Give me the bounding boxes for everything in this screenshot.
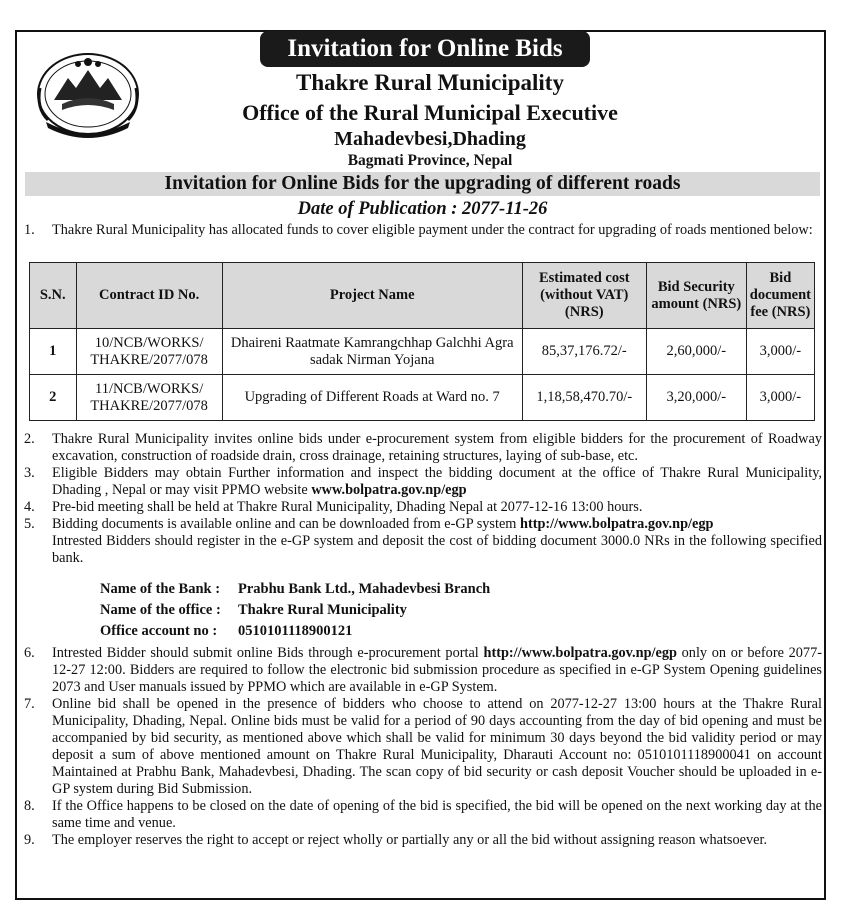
clause-6	[24, 645, 822, 696]
clause-text: Eligible Bidders may obtain Further information and inspect the bidding document at the office of Thakre Rural Municipality, Dhading , Nepal or may visit PPMO website	[52, 465, 822, 498]
office-name-row	[100, 602, 407, 619]
egp-system-link[interactable]: http://www.bolpatra.gov.np/egp	[520, 516, 714, 532]
cell-contract-id: 11/NCB/WORKS/ THAKRE/2077/078	[76, 375, 222, 421]
cell-document-fee: 3,000/-	[746, 375, 814, 421]
clause-number: 4.	[24, 499, 35, 515]
clause-text-continued: only on or before 2077-12-27 12:00. Bidders are required to follow the electronic bid submission procedure as specified in e-GP System Opening guidelines 2073 and User manuals issued by PPMO which are available in e-GP System.	[52, 645, 822, 695]
header-bid-security: Bid Security amount (NRS)	[646, 263, 746, 329]
clause-number: 1.	[24, 222, 35, 238]
office-location: Mahadevbesi,Dhading	[334, 128, 526, 150]
bank-name-row	[100, 581, 490, 598]
publication-date: Date of Publication : 2077-11-26	[297, 199, 548, 219]
cell-contract-id: 10/NCB/WORKS/ THAKRE/2077/078	[76, 329, 222, 375]
clause-number: 5.	[24, 516, 35, 532]
clause-number: 8.	[24, 798, 35, 814]
header-project-name: Project Name	[222, 263, 522, 329]
clause-text: Thakre Rural Municipality has allocated funds to cover eligible payment under the contract for upgrading of roads mentioned below:	[52, 222, 813, 238]
header-sn: S.N.	[30, 263, 77, 329]
notice-subject: Invitation for Online Bids for the upgrading of different roads	[25, 172, 820, 196]
province-name: Bagmati Province, Nepal	[347, 152, 513, 169]
account-number-label: Office account no :	[100, 623, 218, 639]
account-number-row	[100, 623, 352, 640]
bank-name-label: Name of the Bank :	[100, 581, 221, 597]
cell-project-name: Upgrading of Different Roads at Ward no. 7	[222, 375, 522, 421]
nepal-emblem-icon	[32, 48, 144, 140]
notice-title-badge: Invitation for Online Bids	[260, 31, 590, 67]
clause-3	[24, 465, 822, 499]
clauses-6-9	[24, 645, 822, 849]
clause-number: 9.	[24, 832, 35, 848]
cell-estimated-cost: 1,18,58,470.70/-	[522, 375, 646, 421]
clause-number: 7.	[24, 696, 35, 712]
cell-sn: 2	[30, 375, 77, 421]
table-row	[30, 329, 815, 375]
clause-4	[24, 499, 822, 516]
office-name: Office of the Rural Municipal Executive	[242, 100, 618, 125]
clause-text: The employer reserves the right to accept or reject wholly or partially any or all the bid without assigning reason whatsoever.	[52, 832, 768, 848]
clause-text: Intrested Bidder should submit online Bids through e-procurement portal	[52, 645, 484, 661]
clause-text-continued: Intrested Bidders should register in the e-GP system and deposit the cost of bidding document 3000.0 NRs in the following specified bank.	[52, 533, 822, 566]
clauses-2-5	[24, 431, 822, 567]
bank-name-value: Prabhu Bank Ltd., Mahadevbesi Branch	[238, 581, 491, 597]
clause-text: Online bid shall be opened in the presence of bidders who choose to attend on 2077-12-27 13:00 hours at the Thakre Rural Municipality, Dhading, Nepal. Online bids must be valid for a period of 90 days accounting from the day of bid opening and must be accompanied by bid security, as mentioned above which shall be valid for minimum 30 days beyond the bid validity period or may deposit a sum of above mentioned amount on Thakre Rural Municipality, Dharauti Account no: 0510101118900041 on account Maintained at Prabhu Bank, Mahadevbesi, Dhading. The scan copy of bid security or cash deposit Voucher should be uploaded in e-GP system during Bid Submission.	[52, 696, 822, 797]
clause-9	[24, 832, 822, 849]
clause-text: Bidding documents is available online and can be downloaded from e-GP system	[52, 516, 520, 532]
clause-number: 2.	[24, 431, 35, 447]
cell-project-name: Dhaireni Raatmate Kamrangchhap Galchhi Agra sadak Nirman Yojana	[222, 329, 522, 375]
header-estimated-cost: Estimated cost (without VAT) (NRS)	[522, 263, 646, 329]
office-name-label: Name of the office :	[100, 602, 221, 618]
header-contract-id: Contract ID No.	[76, 263, 222, 329]
clause-5	[24, 516, 822, 567]
ppmo-website-link[interactable]: www.bolpatra.gov.np/egp	[311, 482, 467, 498]
clause-number: 6.	[24, 645, 35, 661]
clause-8	[24, 798, 822, 832]
cell-sn: 1	[30, 329, 77, 375]
municipality-name: Thakre Rural Municipality	[296, 70, 564, 95]
cell-bid-security: 2,60,000/-	[646, 329, 746, 375]
account-number-value: 0510101118900121	[238, 623, 353, 639]
clause-text: Pre-bid meeting shall be held at Thakre Rural Municipality, Dhading Nepal at 2077-12-16 13:00 hours.	[52, 499, 643, 515]
clause-1	[24, 222, 822, 239]
cell-document-fee: 3,000/-	[746, 329, 814, 375]
clause-text: If the Office happens to be closed on the date of opening of the bid is specified, the bid will be opened on the next working day at the same time and venue.	[52, 798, 822, 831]
clause-2	[24, 431, 822, 465]
clause-number: 3.	[24, 465, 35, 481]
eprocurement-portal-link[interactable]: http://www.bolpatra.gov.np/egp	[483, 645, 677, 661]
header-document-fee: Bid document fee (NRS)	[746, 263, 814, 329]
cell-estimated-cost: 85,37,176.72/-	[522, 329, 646, 375]
bids-table	[29, 262, 815, 421]
clause-7	[24, 696, 822, 798]
office-name-value: Thakre Rural Municipality	[238, 602, 407, 618]
cell-bid-security: 3,20,000/-	[646, 375, 746, 421]
table-row	[30, 375, 815, 421]
clause-text: Thakre Rural Municipality invites online bids under e-procurement system from eligible bidders for the procurement of Roadway excavation, construction of roadside drain, cross drainage, retaining structures, laying of sub-base, etc.	[52, 431, 822, 464]
